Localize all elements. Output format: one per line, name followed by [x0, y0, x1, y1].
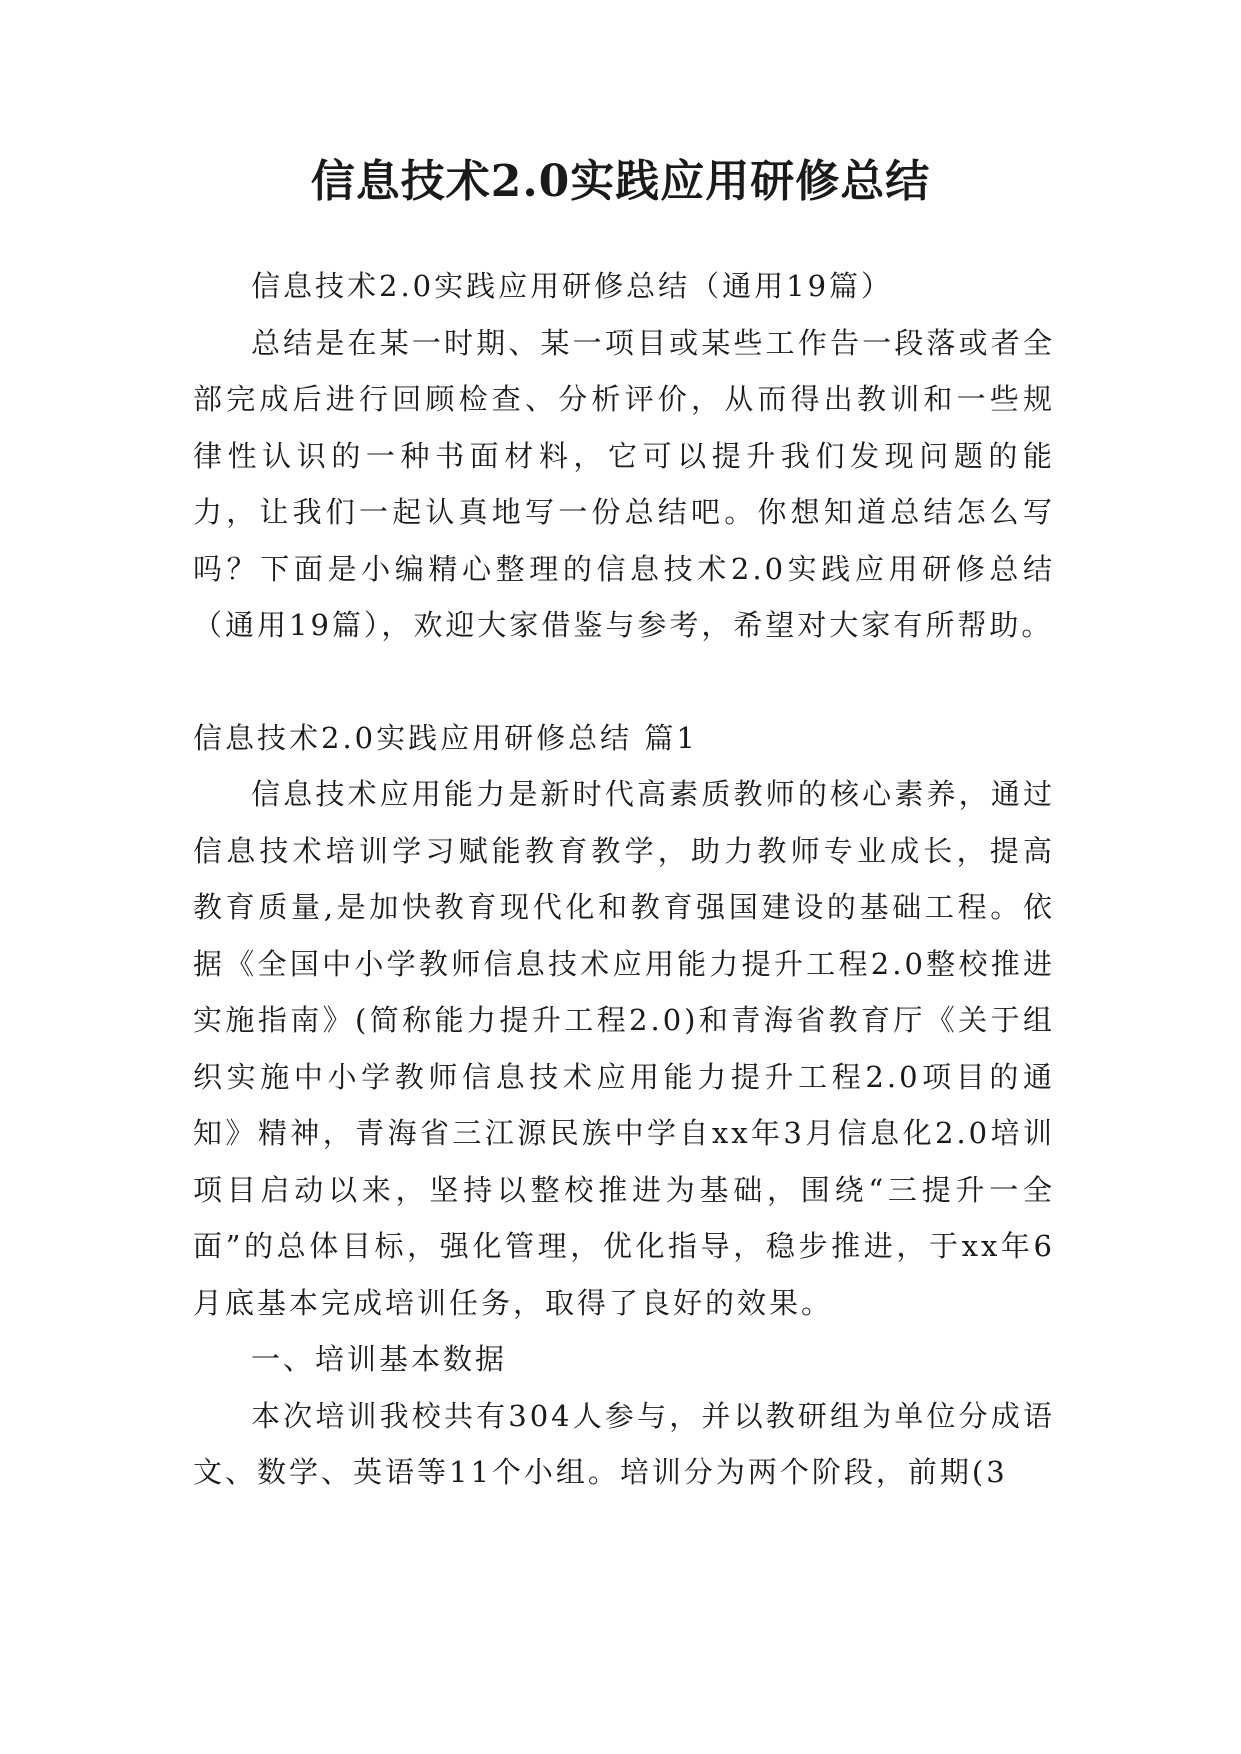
document-body	[193, 258, 1055, 1501]
paragraph-gap	[193, 654, 1055, 710]
paragraph-subtitle: 信息技术2.0实践应用研修总结（通用19篇）	[251, 269, 894, 303]
subsection-heading: 一、培训基本数据	[251, 1342, 508, 1376]
paragraph-section-body: 信息技术应用能力是新时代高素质教师的核心素养，通过信息技术培训学习赋能教育教学，助力教师专业成长，提高教育质量,是加快教育现代化和教育强国建设的基础工程。依据《全国中小学教师信息技术应用能力提升工程2.0整校推进实施指南》(简称能力提升工程2.0)和青海省教育厅《关于组织实施中小学教师信息技术应用能力提升工程2.0项目的通知》精神，青海省三江源民族中学自xx年3月信息化2.0培训项目启动以来，坚持以整校推进为基础，围绕“三提升一全面”的总体目标，强化管理，优化指导，稳步推进，于xx年6月底基本完成培训任务，取得了良好的效果。	[193, 777, 1055, 1320]
paragraph-training-data: 本次培训我校共有304人参与，并以教研组为单位分成语文、数学、英语等11个小组。培训分为两个阶段，前期(3	[193, 1398, 1055, 1489]
paragraph-intro: 总结是在某一时期、某一项目或某些工作告一段落或者全部完成后进行回顾检查、分析评价，从而得出教训和一些规律性认识的一种书面材料，它可以提升我们发现问题的能力，让我们一起认真地写一份总结吧。你想知道总结怎么写吗？下面是小编精心整理的信息技术2.0实践应用研修总结（通用19篇），欢迎大家借鉴与参考，希望对大家有所帮助。	[193, 325, 1055, 642]
section-heading: 信息技术2.0实践应用研修总结 篇1	[193, 720, 698, 755]
document-title: 信息技术2.0实践应用研修总结	[310, 156, 931, 207]
